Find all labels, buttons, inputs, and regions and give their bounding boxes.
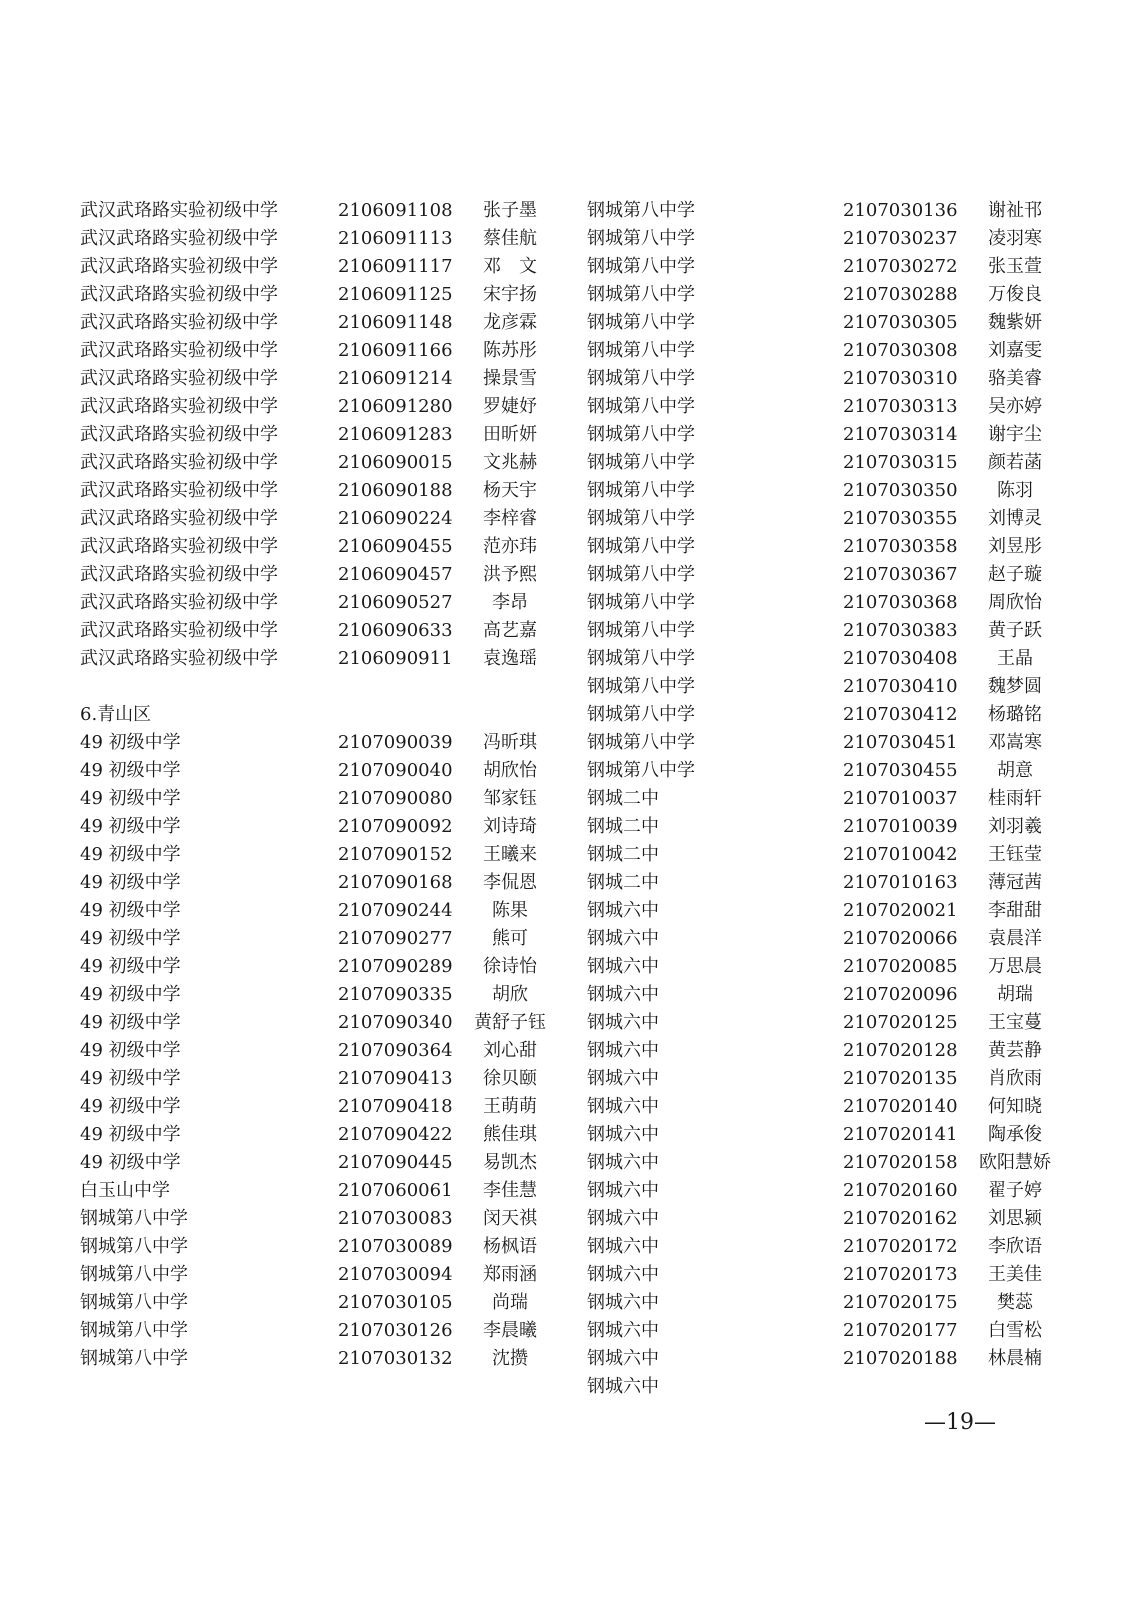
student-number-cell bbox=[338, 673, 468, 701]
school-cell: 武汉武珞路实验初级中学 bbox=[80, 200, 278, 221]
school-cell: 49 初级中学 bbox=[80, 928, 181, 949]
student-name-cell: 胡意 bbox=[997, 760, 1033, 781]
student-number-cell: 2107020125 bbox=[843, 1012, 958, 1033]
student-number-cell: 2107030412 bbox=[843, 704, 958, 725]
school-cell: 钢城第八中学 bbox=[587, 284, 695, 305]
student-number-cell: 2107060061 bbox=[338, 1180, 453, 1201]
school-cell: 钢城六中 bbox=[587, 1320, 659, 1341]
student-number-cell: 2107030132 bbox=[338, 1348, 453, 1369]
student-name-cell: 周欣怡 bbox=[988, 592, 1042, 613]
student-number-cell: 2106091125 bbox=[338, 284, 453, 305]
student-name-cell: 黄芸静 bbox=[988, 1040, 1042, 1061]
school-cell: 钢城第八中学 bbox=[587, 620, 695, 641]
school-cell: 钢城第八中学 bbox=[587, 732, 695, 753]
student-name-cell: 龙彦霖 bbox=[483, 312, 537, 333]
school-cell: 钢城第八中学 bbox=[80, 1292, 188, 1313]
student-name-cell: 魏紫妍 bbox=[988, 312, 1042, 333]
student-number-cell: 2107090152 bbox=[338, 844, 453, 865]
student-number-cell: 2106091283 bbox=[338, 424, 453, 445]
student-name-cell: 李甜甜 bbox=[988, 900, 1042, 921]
student-name-cell: 黄舒子钰 bbox=[474, 1012, 546, 1033]
student-name-cell: 王萌萌 bbox=[483, 1096, 537, 1117]
student-name-cell: 李梓睿 bbox=[483, 508, 537, 529]
school-cell: 钢城第八中学 bbox=[587, 312, 695, 333]
student-name-cell: 杨天宇 bbox=[483, 480, 537, 501]
student-number-cell: 2107030383 bbox=[843, 620, 958, 641]
student-number-cell: 2107020096 bbox=[843, 984, 958, 1005]
school-cell: 钢城二中 bbox=[587, 844, 659, 865]
school-cell: 49 初级中学 bbox=[80, 1040, 181, 1061]
student-name-cell: 徐贝颐 bbox=[483, 1068, 537, 1089]
right-school-column bbox=[587, 197, 837, 1401]
student-name-cell: 薄冠茜 bbox=[988, 872, 1042, 893]
school-cell: 钢城第八中学 bbox=[587, 340, 695, 361]
school-cell: 钢城第八中学 bbox=[587, 564, 695, 585]
student-name-cell: 杨枫语 bbox=[483, 1236, 537, 1257]
school-cell: 钢城第八中学 bbox=[587, 648, 695, 669]
left-name-column bbox=[455, 197, 565, 1373]
student-number-cell: 2107020158 bbox=[843, 1152, 958, 1173]
student-number-cell bbox=[338, 701, 468, 729]
left-school-column bbox=[80, 197, 330, 1373]
school-cell: 钢城二中 bbox=[587, 872, 659, 893]
right-name-column bbox=[960, 197, 1070, 1373]
school-cell: 钢城六中 bbox=[587, 1208, 659, 1229]
student-name-cell: 王晶 bbox=[997, 648, 1033, 669]
student-number-cell: 2107030308 bbox=[843, 340, 958, 361]
student-name-cell: 操景雪 bbox=[483, 368, 537, 389]
student-name-cell: 刘诗琦 bbox=[483, 816, 537, 837]
school-cell: 钢城第八中学 bbox=[587, 368, 695, 389]
student-name-cell: 徐诗怡 bbox=[483, 956, 537, 977]
student-number-cell: 2107030083 bbox=[338, 1208, 453, 1229]
school-cell: 武汉武珞路实验初级中学 bbox=[80, 620, 278, 641]
school-cell: 钢城第八中学 bbox=[587, 396, 695, 417]
student-name-cell bbox=[455, 701, 565, 729]
student-name-cell: 万俊良 bbox=[988, 284, 1042, 305]
student-number-cell: 2107090413 bbox=[338, 1068, 453, 1089]
student-number-cell: 2107090364 bbox=[338, 1040, 453, 1061]
school-cell: 武汉武珞路实验初级中学 bbox=[80, 648, 278, 669]
student-number-cell: 2106090188 bbox=[338, 480, 453, 501]
student-name-cell: 翟子婷 bbox=[988, 1180, 1042, 1201]
student-number-cell: 2107030410 bbox=[843, 676, 958, 697]
student-name-cell: 胡欣 bbox=[492, 984, 528, 1005]
student-number-cell: 2107030355 bbox=[843, 508, 958, 529]
school-cell: 钢城第八中学 bbox=[587, 676, 695, 697]
student-number-cell: 2106091280 bbox=[338, 396, 453, 417]
student-number-cell: 2107090168 bbox=[338, 872, 453, 893]
student-number-cell: 2107020162 bbox=[843, 1208, 958, 1229]
school-cell: 钢城第八中学 bbox=[80, 1320, 188, 1341]
student-name-cell: 魏梦圆 bbox=[988, 676, 1042, 697]
school-cell: 钢城六中 bbox=[587, 956, 659, 977]
student-name-cell: 刘羽羲 bbox=[988, 816, 1042, 837]
student-number-cell: 2107020175 bbox=[843, 1292, 958, 1313]
school-cell: 钢城六中 bbox=[587, 1376, 659, 1397]
school-cell: 钢城第八中学 bbox=[587, 256, 695, 277]
student-name-cell bbox=[455, 673, 565, 701]
school-cell: 武汉武珞路实验初级中学 bbox=[80, 228, 278, 249]
student-number-cell: 2107030237 bbox=[843, 228, 958, 249]
student-number-cell: 2107090092 bbox=[338, 816, 453, 837]
school-cell: 钢城第八中学 bbox=[587, 424, 695, 445]
student-name-cell: 邓嵩寒 bbox=[988, 732, 1042, 753]
student-number-cell: 2107020160 bbox=[843, 1180, 958, 1201]
school-cell: 武汉武珞路实验初级中学 bbox=[80, 536, 278, 557]
student-number-cell: 2107030105 bbox=[338, 1292, 453, 1313]
student-number-cell: 2107030451 bbox=[843, 732, 958, 753]
student-number-cell: 2106091117 bbox=[338, 256, 453, 277]
school-cell: 钢城第八中学 bbox=[80, 1208, 188, 1229]
student-name-cell: 骆美睿 bbox=[988, 368, 1042, 389]
student-name-cell: 宋宇扬 bbox=[483, 284, 537, 305]
student-number-cell: 2107030310 bbox=[843, 368, 958, 389]
school-cell: 钢城第八中学 bbox=[587, 480, 695, 501]
student-number-cell: 2106090527 bbox=[338, 592, 453, 613]
student-number-cell: 2107010163 bbox=[843, 872, 958, 893]
school-cell: 武汉武珞路实验初级中学 bbox=[80, 368, 278, 389]
student-number-cell: 2107020135 bbox=[843, 1068, 958, 1089]
student-name-cell: 熊佳琪 bbox=[483, 1124, 537, 1145]
student-number-cell: 2107020141 bbox=[843, 1124, 958, 1145]
student-number-cell: 2106091113 bbox=[338, 228, 453, 249]
school-cell: 武汉武珞路实验初级中学 bbox=[80, 592, 278, 613]
student-name-cell: 胡瑞 bbox=[997, 984, 1033, 1005]
school-cell: 钢城六中 bbox=[587, 984, 659, 1005]
school-cell: 49 初级中学 bbox=[80, 900, 181, 921]
student-number-cell: 2106091148 bbox=[338, 312, 453, 333]
school-cell: 49 初级中学 bbox=[80, 732, 181, 753]
student-name-cell: 何知晓 bbox=[988, 1096, 1042, 1117]
school-cell: 武汉武珞路实验初级中学 bbox=[80, 480, 278, 501]
student-number-cell: 2107020177 bbox=[843, 1320, 958, 1341]
student-number-cell: 2107030367 bbox=[843, 564, 958, 585]
school-cell bbox=[80, 673, 330, 701]
student-name-cell: 张子墨 bbox=[483, 200, 537, 221]
student-name-cell: 刘思颍 bbox=[988, 1208, 1042, 1229]
student-name-cell: 李昂 bbox=[492, 592, 528, 613]
school-cell: 49 初级中学 bbox=[80, 1068, 181, 1089]
student-name-cell: 冯昕琪 bbox=[483, 732, 537, 753]
school-cell: 钢城二中 bbox=[587, 816, 659, 837]
left-number-column bbox=[338, 197, 468, 1373]
student-name-cell: 熊可 bbox=[492, 928, 528, 949]
school-cell: 钢城第八中学 bbox=[587, 228, 695, 249]
student-name-cell: 袁逸瑶 bbox=[483, 648, 537, 669]
student-number-cell: 2107020128 bbox=[843, 1040, 958, 1061]
student-name-cell: 陶承俊 bbox=[988, 1124, 1042, 1145]
school-cell: 49 初级中学 bbox=[80, 788, 181, 809]
school-cell: 钢城第八中学 bbox=[80, 1264, 188, 1285]
school-cell: 49 初级中学 bbox=[80, 956, 181, 977]
student-number-cell: 2106090455 bbox=[338, 536, 453, 557]
student-number-cell: 2107010037 bbox=[843, 788, 958, 809]
school-cell: 钢城六中 bbox=[587, 900, 659, 921]
student-name-cell: 樊蕊 bbox=[997, 1292, 1033, 1313]
school-cell: 钢城六中 bbox=[587, 1068, 659, 1089]
student-name-cell: 袁晨洋 bbox=[988, 928, 1042, 949]
student-number-cell: 2106090633 bbox=[338, 620, 453, 641]
student-name-cell: 李佳慧 bbox=[483, 1180, 537, 1201]
student-number-cell: 2106090015 bbox=[338, 452, 453, 473]
student-name-cell: 刘博灵 bbox=[988, 508, 1042, 529]
school-cell: 49 初级中学 bbox=[80, 1096, 181, 1117]
student-name-cell: 欧阳慧娇 bbox=[979, 1152, 1051, 1173]
school-cell: 白玉山中学 bbox=[80, 1180, 170, 1201]
school-cell: 钢城六中 bbox=[587, 928, 659, 949]
school-cell: 武汉武珞路实验初级中学 bbox=[80, 256, 278, 277]
school-cell: 钢城六中 bbox=[587, 1292, 659, 1313]
student-number-cell: 2107090340 bbox=[338, 1012, 453, 1033]
school-cell: 武汉武珞路实验初级中学 bbox=[80, 340, 278, 361]
student-name-cell: 黄子跃 bbox=[988, 620, 1042, 641]
student-number-cell: 2107030408 bbox=[843, 648, 958, 669]
school-cell: 钢城六中 bbox=[587, 1236, 659, 1257]
school-cell: 钢城六中 bbox=[587, 1040, 659, 1061]
school-cell: 49 初级中学 bbox=[80, 1152, 181, 1173]
school-cell: 钢城六中 bbox=[587, 1152, 659, 1173]
school-cell: 武汉武珞路实验初级中学 bbox=[80, 396, 278, 417]
student-name-cell: 万思晨 bbox=[988, 956, 1042, 977]
student-number-cell: 2107090039 bbox=[338, 732, 453, 753]
student-name-cell: 沈攒 bbox=[492, 1348, 528, 1369]
student-name-cell: 文兆赫 bbox=[483, 452, 537, 473]
student-name-cell: 李晨曦 bbox=[483, 1320, 537, 1341]
student-name-cell: 闵天祺 bbox=[483, 1208, 537, 1229]
student-number-cell: 2107020066 bbox=[843, 928, 958, 949]
right-number-column bbox=[843, 197, 973, 1373]
school-cell: 49 初级中学 bbox=[80, 984, 181, 1005]
school-cell: 49 初级中学 bbox=[80, 816, 181, 837]
school-cell: 武汉武珞路实验初级中学 bbox=[80, 564, 278, 585]
student-name-cell: 陈羽 bbox=[997, 480, 1033, 501]
student-name-cell: 谢宇尘 bbox=[988, 424, 1042, 445]
school-cell: 钢城第八中学 bbox=[587, 508, 695, 529]
school-cell: 49 初级中学 bbox=[80, 1012, 181, 1033]
student-name-cell: 刘嘉雯 bbox=[988, 340, 1042, 361]
student-name-cell: 蔡佳航 bbox=[483, 228, 537, 249]
student-name-cell: 田昕妍 bbox=[483, 424, 537, 445]
student-name-cell: 凌羽寒 bbox=[988, 228, 1042, 249]
student-name-cell: 张玉萱 bbox=[988, 256, 1042, 277]
page-number: —19— bbox=[924, 1410, 996, 1435]
student-name-cell: 郑雨涵 bbox=[483, 1264, 537, 1285]
student-name-cell: 杨璐铭 bbox=[988, 704, 1042, 725]
school-cell: 钢城六中 bbox=[587, 1096, 659, 1117]
student-name-cell: 邓 文 bbox=[483, 256, 537, 277]
school-cell: 钢城第八中学 bbox=[80, 1348, 188, 1369]
student-name-cell: 刘心甜 bbox=[483, 1040, 537, 1061]
school-cell: 钢城第八中学 bbox=[587, 536, 695, 557]
student-number-cell: 2107010039 bbox=[843, 816, 958, 837]
student-name-cell: 李欣语 bbox=[988, 1236, 1042, 1257]
student-number-cell: 2107030350 bbox=[843, 480, 958, 501]
student-name-cell: 赵子璇 bbox=[988, 564, 1042, 585]
student-name-cell: 颜若菡 bbox=[988, 452, 1042, 473]
student-number-cell: 2107030089 bbox=[338, 1236, 453, 1257]
school-cell: 武汉武珞路实验初级中学 bbox=[80, 424, 278, 445]
student-number-cell: 2107030288 bbox=[843, 284, 958, 305]
student-number-cell: 2107030313 bbox=[843, 396, 958, 417]
student-name-cell: 范亦玮 bbox=[483, 536, 537, 557]
student-number-cell: 2107030358 bbox=[843, 536, 958, 557]
student-number-cell: 2107090422 bbox=[338, 1124, 453, 1145]
student-number-cell: 2107090244 bbox=[338, 900, 453, 921]
student-name-cell: 刘昱彤 bbox=[988, 536, 1042, 557]
student-number-cell: 2107030136 bbox=[843, 200, 958, 221]
school-cell: 49 初级中学 bbox=[80, 760, 181, 781]
student-number-cell: 2107020140 bbox=[843, 1096, 958, 1117]
student-number-cell: 2107090040 bbox=[338, 760, 453, 781]
school-cell: 49 初级中学 bbox=[80, 1124, 181, 1145]
student-name-cell: 易凯杰 bbox=[483, 1152, 537, 1173]
student-number-cell: 2107030305 bbox=[843, 312, 958, 333]
student-number-cell: 2107090289 bbox=[338, 956, 453, 977]
school-cell: 钢城第八中学 bbox=[587, 704, 695, 725]
student-number-cell: 2107020021 bbox=[843, 900, 958, 921]
student-name-cell: 王钰莹 bbox=[988, 844, 1042, 865]
student-number-cell: 2106091214 bbox=[338, 368, 453, 389]
school-cell: 49 初级中学 bbox=[80, 844, 181, 865]
school-cell: 武汉武珞路实验初级中学 bbox=[80, 284, 278, 305]
student-number-cell: 2107010042 bbox=[843, 844, 958, 865]
student-name-cell: 桂雨轩 bbox=[988, 788, 1042, 809]
school-cell: 钢城第八中学 bbox=[587, 200, 695, 221]
student-number-cell: 2106091166 bbox=[338, 340, 453, 361]
student-name-cell: 陈苏彤 bbox=[483, 340, 537, 361]
student-number-cell: 2107030126 bbox=[338, 1320, 453, 1341]
school-cell: 武汉武珞路实验初级中学 bbox=[80, 312, 278, 333]
school-cell: 钢城二中 bbox=[587, 788, 659, 809]
student-name-cell: 邹家钰 bbox=[483, 788, 537, 809]
student-number-cell: 2107030455 bbox=[843, 760, 958, 781]
school-cell: 6.青山区 bbox=[80, 704, 152, 725]
student-name-cell: 谢祉邗 bbox=[988, 200, 1042, 221]
student-number-cell: 2107030368 bbox=[843, 592, 958, 613]
school-cell: 钢城六中 bbox=[587, 1348, 659, 1369]
student-number-cell: 2107030314 bbox=[843, 424, 958, 445]
school-cell: 钢城第八中学 bbox=[80, 1236, 188, 1257]
student-name-cell: 罗婕妤 bbox=[483, 396, 537, 417]
student-number-cell: 2107030094 bbox=[338, 1264, 453, 1285]
school-cell: 钢城第八中学 bbox=[587, 452, 695, 473]
student-name-cell: 王曦来 bbox=[483, 844, 537, 865]
student-number-cell: 2107090418 bbox=[338, 1096, 453, 1117]
student-number-cell: 2107020173 bbox=[843, 1264, 958, 1285]
school-cell: 49 初级中学 bbox=[80, 872, 181, 893]
school-cell: 钢城六中 bbox=[587, 1264, 659, 1285]
student-name-cell: 王美佳 bbox=[988, 1264, 1042, 1285]
student-number-cell: 2107020188 bbox=[843, 1348, 958, 1369]
student-number-cell: 2107020085 bbox=[843, 956, 958, 977]
student-number-cell: 2106091108 bbox=[338, 200, 453, 221]
student-name-cell: 王宝蔓 bbox=[988, 1012, 1042, 1033]
school-cell: 钢城第八中学 bbox=[587, 592, 695, 613]
student-number-cell: 2107030315 bbox=[843, 452, 958, 473]
student-name-cell: 高艺嘉 bbox=[483, 620, 537, 641]
student-number-cell: 2107020172 bbox=[843, 1236, 958, 1257]
school-cell: 钢城六中 bbox=[587, 1124, 659, 1145]
school-cell: 武汉武珞路实验初级中学 bbox=[80, 508, 278, 529]
student-name-cell: 肖欣雨 bbox=[988, 1068, 1042, 1089]
student-number-cell: 2106090911 bbox=[338, 648, 453, 669]
student-number-cell: 2106090457 bbox=[338, 564, 453, 585]
school-cell: 钢城六中 bbox=[587, 1012, 659, 1033]
student-number-cell: 2107090445 bbox=[338, 1152, 453, 1173]
school-cell: 钢城第八中学 bbox=[587, 760, 695, 781]
school-cell: 武汉武珞路实验初级中学 bbox=[80, 452, 278, 473]
student-name-cell: 胡欣怡 bbox=[483, 760, 537, 781]
student-name-cell: 林晨楠 bbox=[988, 1348, 1042, 1369]
student-name-cell: 吴亦婷 bbox=[988, 396, 1042, 417]
student-name-cell: 李侃恩 bbox=[483, 872, 537, 893]
student-name-cell: 陈果 bbox=[492, 900, 528, 921]
student-name-cell: 尚瑞 bbox=[492, 1292, 528, 1313]
student-number-cell: 2106090224 bbox=[338, 508, 453, 529]
student-number-cell: 2107090277 bbox=[338, 928, 453, 949]
student-name-cell: 白雪松 bbox=[988, 1320, 1042, 1341]
student-name-cell: 洪予熙 bbox=[483, 564, 537, 585]
student-number-cell: 2107030272 bbox=[843, 256, 958, 277]
student-number-cell: 2107090080 bbox=[338, 788, 453, 809]
student-number-cell: 2107090335 bbox=[338, 984, 453, 1005]
school-cell: 钢城六中 bbox=[587, 1180, 659, 1201]
